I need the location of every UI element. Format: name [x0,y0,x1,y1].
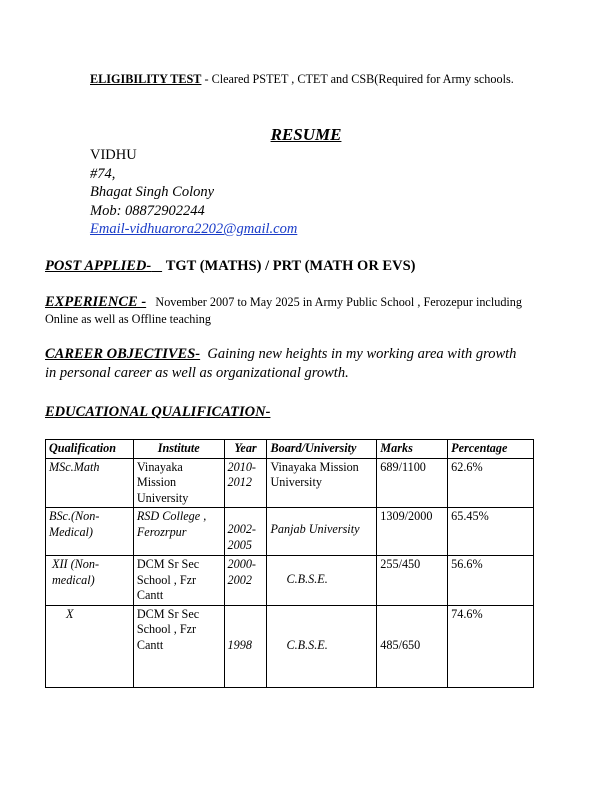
cell-qualification: MSc.Math [46,458,134,508]
cell-year-value: 2002-2005 [227,522,256,552]
experience-heading: EXPERIENCE - [45,294,147,310]
cell-institute: DCM Sr Sec School , Fzr Cantt [133,605,224,687]
table-row [46,508,534,556]
candidate-name: VIDHU [90,147,137,163]
table-row [46,458,534,508]
career-objectives-section [45,345,522,382]
header-marks: Marks [377,440,448,459]
eligibility-label: ELIGIBILITY TEST [90,72,202,86]
contact-block [90,146,297,239]
post-applied-value: TGT (MATHS) / PRT (MATH OR EVS) [165,258,416,274]
career-objectives-heading: CAREER OBJECTIVES- [45,346,201,362]
cell-qualification: X [46,605,134,687]
cell-marks: 255/450 [377,556,448,606]
cell-board [267,508,377,556]
cell-year [224,605,267,687]
cell-year [224,508,267,556]
post-applied [45,258,522,275]
cell-board: Vinayaka Mission University [267,458,377,508]
address-locality: Bhagat Singh Colony [90,184,215,200]
table-row [46,605,534,687]
career-objectives-text: Gaining new heights in my working area with growth in personal career as well as organizational growth. [45,346,517,381]
header-year: Year [224,440,267,459]
experience-section [45,294,522,328]
cell-percentage: 74.6% [448,605,534,687]
cell-marks: 1309/2000 [377,508,448,556]
cell-year: 2010-2012 [224,458,267,508]
education-section [45,403,522,421]
email-link[interactable]: Email-vidhuarora2202@gmail.com [90,221,298,237]
cell-board [267,605,377,687]
cell-percentage: 56.6% [448,556,534,606]
post-applied-heading: POST APPLIED- [45,258,152,274]
address-house: #74, [90,165,116,182]
cell-marks: 689/1100 [377,458,448,508]
cell-institute: RSD College , Ferozrpur [133,508,224,556]
cell-percentage: 62.6% [448,458,534,508]
header-qualification: Qualification [46,440,134,459]
cell-percentage: 65.45% [448,508,534,556]
cell-qualification: BSc.(Non-Medical) [46,508,134,556]
table-row [46,556,534,606]
eligibility-text: - Cleared PSTET , CTET and CSB(Required for Army schools. [201,72,514,86]
experience-text: November 2007 to May 2025 in Army Public School , Ferozepur including Online as well as Offline teaching [45,295,522,326]
eligibility-paragraph [90,71,522,88]
cell-qualification: XII (Non-medical) [46,556,134,606]
header-board: Board/University [267,440,377,459]
cell-institute: DCM Sr Sec School , Fzr Cantt [133,556,224,606]
cell-board [267,556,377,606]
cell-year-value: 1998 [227,637,252,652]
cell-board-value: C.B.S.E. [286,637,328,652]
cell-marks [377,605,448,687]
cell-institute: Vinayaka Mission University [133,458,224,508]
cell-year: 2000-2002 [224,556,267,606]
resume-title: RESUME [270,125,342,144]
header-percentage: Percentage [448,440,534,459]
mobile-number: Mob: 08872902244 [90,202,205,219]
cell-board-value: Panjab University [270,522,360,536]
table-header-row [46,440,534,459]
header-institute: Institute [133,440,224,459]
cell-board-value: C.B.S.E. [286,572,328,586]
education-table [45,439,534,688]
education-heading: EDUCATIONAL QUALIFICATION- [45,404,271,420]
cell-marks-value: 485/650 [380,637,421,652]
